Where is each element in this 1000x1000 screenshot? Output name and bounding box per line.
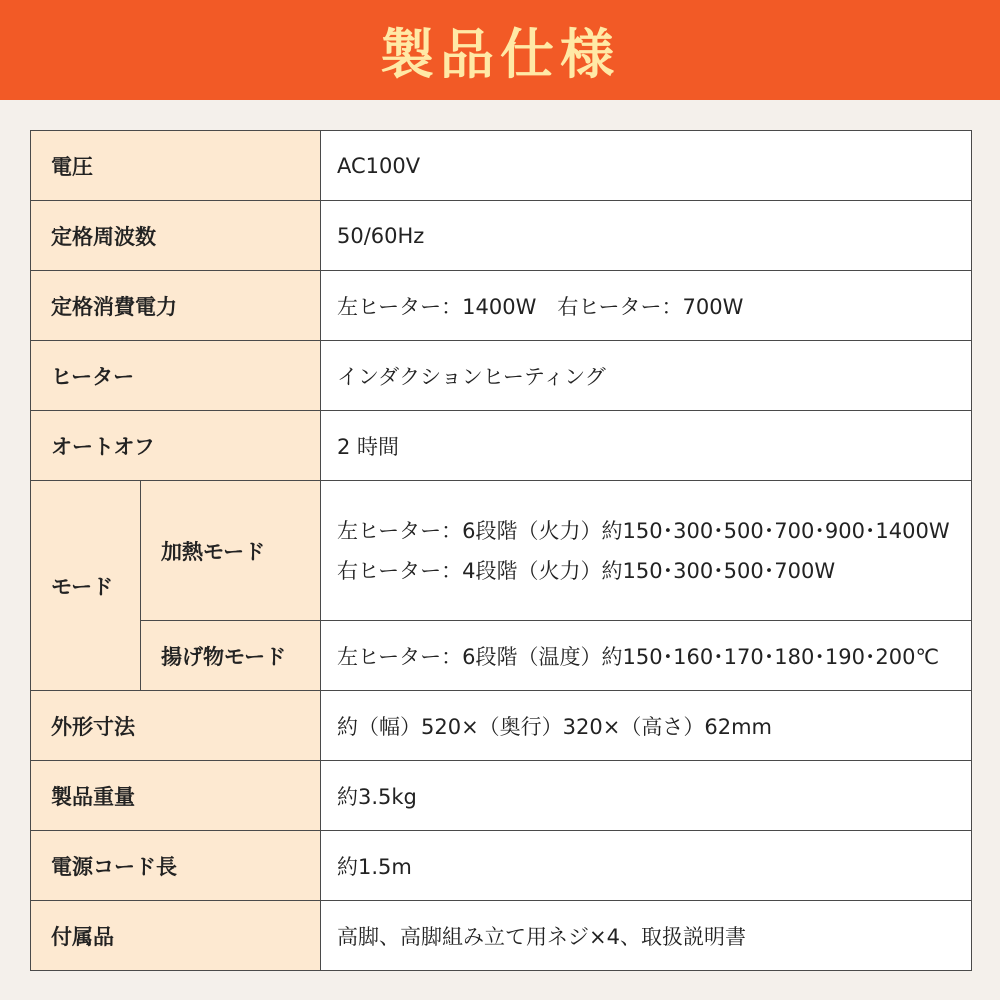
spec-label: オートオフ xyxy=(31,411,321,481)
spec-row-cord xyxy=(31,831,972,901)
spec-label: 定格消費電力 xyxy=(31,271,321,341)
spec-value: 高脚、高脚組み立て用ネジ×4、取扱説明書 xyxy=(321,901,972,971)
spec-label: 製品重量 xyxy=(31,761,321,831)
spec-row-mode-heating xyxy=(31,481,972,621)
spec-value: AC100V xyxy=(321,131,972,201)
spec-value-frying: 左ヒーター：6段階（温度）約150･160･170･180･190･200℃ xyxy=(321,621,972,691)
spec-row-voltage xyxy=(31,131,972,201)
spec-sublabel-heating: 加熱モード xyxy=(141,481,321,621)
spec-value: 約1.5m xyxy=(321,831,972,901)
spec-label: ヒーター xyxy=(31,341,321,411)
spec-label-mode: モード xyxy=(31,481,141,691)
spec-label: 電源コード長 xyxy=(31,831,321,901)
spec-row-dimensions xyxy=(31,691,972,761)
spec-sublabel-frying: 揚げ物モード xyxy=(141,621,321,691)
spec-row-weight xyxy=(31,761,972,831)
spec-label: 定格周波数 xyxy=(31,201,321,271)
spec-row-power xyxy=(31,271,972,341)
spec-row-mode-frying xyxy=(31,621,972,691)
heating-line-left: 左ヒーター：6段階（火力）約150･300･500･700･900･1400W xyxy=(337,518,950,543)
spec-value: 左ヒーター：1400W 右ヒーター：700W xyxy=(321,271,972,341)
spec-row-auto-off xyxy=(31,411,972,481)
spec-value: インダクションヒーティング xyxy=(321,341,972,411)
spec-value: 約（幅）520×（奥行）320×（高さ）62mm xyxy=(321,691,972,761)
spec-label: 外形寸法 xyxy=(31,691,321,761)
spec-label: 電圧 xyxy=(31,131,321,201)
spec-row-heater xyxy=(31,341,972,411)
heating-line-right: 右ヒーター：4段階（火力）約150･300･500･700W xyxy=(337,558,836,583)
spec-value: 2 時間 xyxy=(321,411,972,481)
spec-row-accessories xyxy=(31,901,972,971)
spec-row-frequency xyxy=(31,201,972,271)
spec-table xyxy=(30,130,972,971)
header-banner xyxy=(0,0,1000,100)
spec-value: 約3.5kg xyxy=(321,761,972,831)
spec-value-heating xyxy=(321,481,972,621)
spec-label: 付属品 xyxy=(31,901,321,971)
page-title: 製品仕様 xyxy=(380,21,620,86)
spec-value: 50/60Hz xyxy=(321,201,972,271)
